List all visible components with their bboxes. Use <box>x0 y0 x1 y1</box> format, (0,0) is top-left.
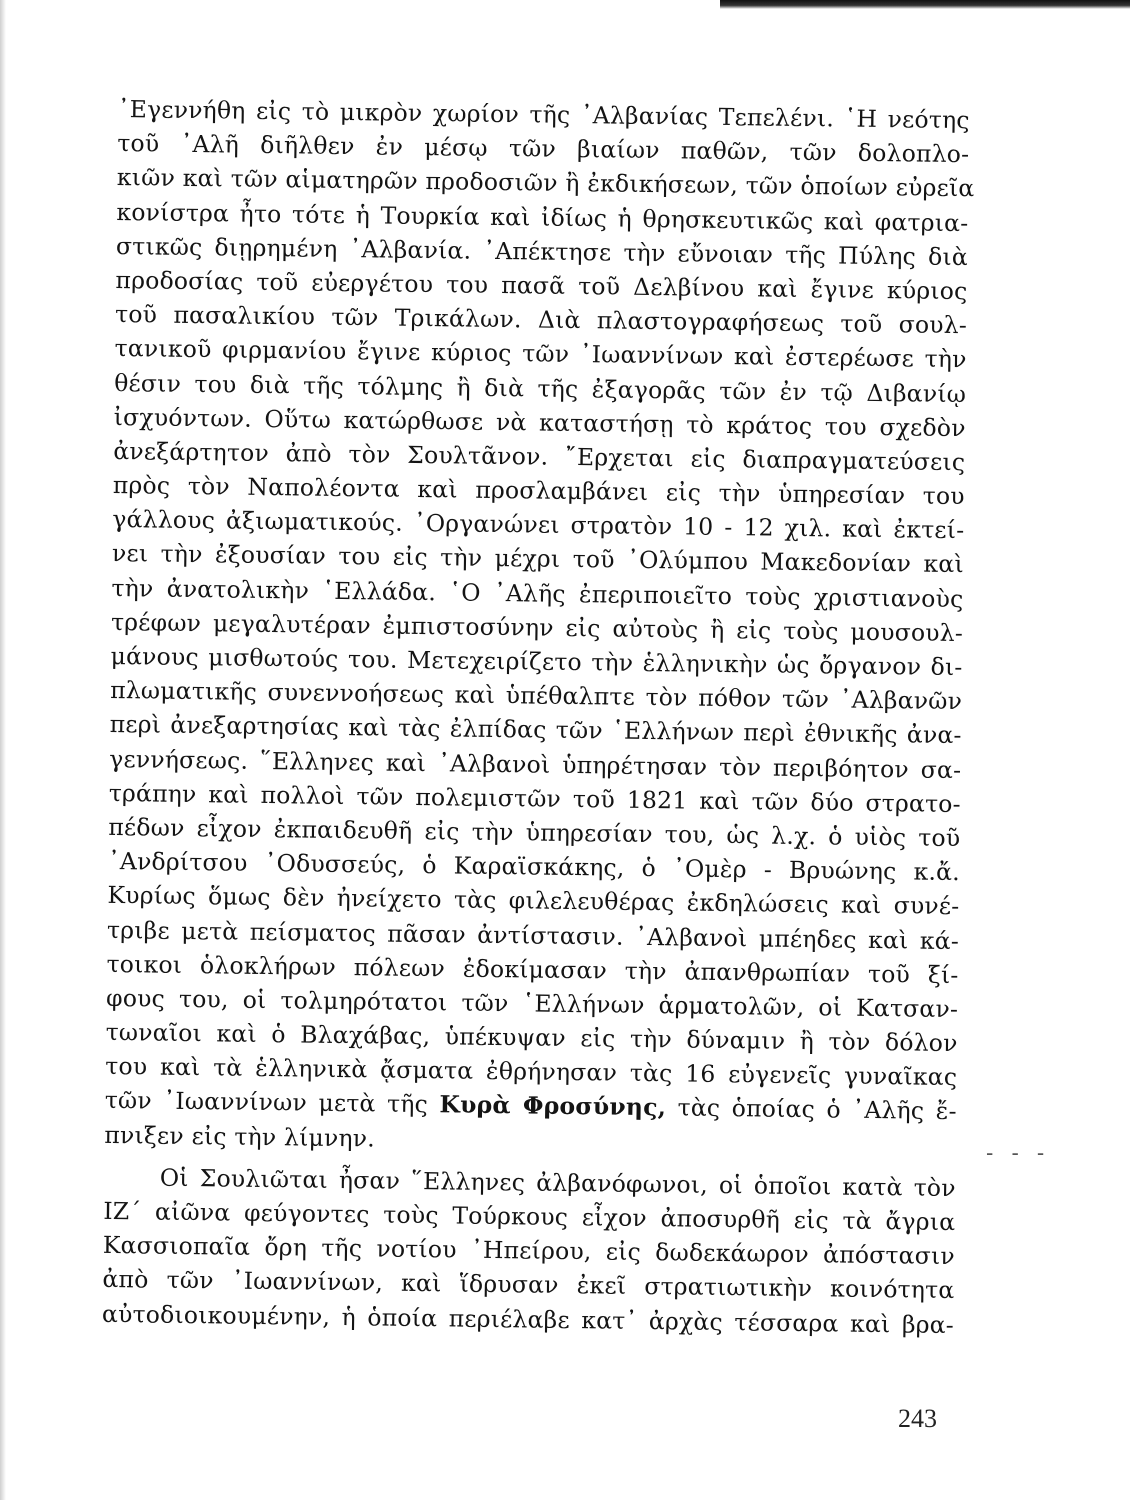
scan-left-edge <box>0 0 6 1500</box>
text-line: πλωματικῆς συνεννοήσεως καὶ ὑπέθαλπτε τὸν πόθον τῶν ᾿Αλβανῶν <box>109 676 963 716</box>
text-line: τοῦ πασαλικίου τῶν Τρικάλων. Διὰ πλαστογραφήσεως τοῦ σουλ- <box>114 300 968 340</box>
page-number: 243 <box>898 1404 937 1433</box>
text-line: Κυρίως ὅμως δὲν ἠνείχετο τὰς φιλελευθέρας ἐκδηλώσεις καὶ συνέ- <box>107 881 960 921</box>
text-line: ΙΖ΄ αἰῶνα φεύγοντες τοὺς Τούρκους εἶχον ἀποσυρθῆ εἰς τὰ ἄγρια <box>103 1196 956 1237</box>
text-line: γεννήσεως. ῞Ελληνες καὶ ᾿Αλβανοὶ ὑπηρέτησαν τὸν περιβόητον σα- <box>109 744 962 784</box>
margin-dash-mark: - - - <box>986 1140 1051 1165</box>
text-line: περὶ ἀνεξαρτησίας καὶ τὰς ἐλπίδας τῶν ῾Ελλήνων περὶ ἐθνικῆς ἀνα- <box>109 710 962 750</box>
text-line: θέσιν του διὰ τῆς τόλμης ἢ διὰ τῆς ἐξαγορᾶς τῶν ἐν τῷ Διβανίῳ <box>114 368 967 408</box>
text-line: αὐτοδιοικουμένην, ἡ ὁποία περιέλαβε κατ᾿ ἀρχὰς τέσσαρα καὶ βρα- <box>101 1299 955 1339</box>
text-line: Οἱ Σουλιῶται ἦσαν ῞Ελληνες ἀλβανόφωνοι, οἱ ὁποῖοι κατὰ τὸν <box>159 1163 956 1202</box>
text-line: ᾿Εγεννήθη εἰς τὸ μικρὸν χωρίον τῆς ᾿Αλβανίας Τεπελένι. ῾Η νεότης <box>117 94 970 135</box>
text-line: ᾿Ανδρίτσου ᾿Οδυσσεύς, ὁ Καραϊσκάκης, ὁ ᾿Ομὲρ - Βρυώνης κ.ἄ. <box>107 847 961 887</box>
text-line: τὴν ἀνατολικὴν ῾Ελλάδα. ῾Ο ᾿Αλῆς ἐπεριποιεῖτο τοὺς χριστιανοὺς <box>111 573 964 613</box>
text-line: στικῶς διῃρημένη ᾿Αλβανία. ᾿Απέκτησε τὴν εὔνοιαν τῆς Πύλης διὰ <box>115 231 969 271</box>
text-line: προδοσίας τοῦ εὐεργέτου του πασᾶ τοῦ Δελβίνου καὶ ἔγινε κύριος <box>115 265 968 306</box>
text-line: γάλλους ἀξιωματικούς. ᾿Οργανώνει στρατὸν 10 - 12 χιλ. καὶ ἐκτεί- <box>112 505 965 545</box>
text-line: τοῦ ᾿Αλῆ διῆλθεν ἐν μέσῳ τῶν βιαίων παθῶν, τῶν δολοπλο- <box>117 129 970 169</box>
scan-top-shadow <box>720 0 1130 9</box>
text-line: τριβε μετὰ πείσματος πᾶσαν ἀντίστασιν. ᾿Αλβανοὶ μπέηδες καὶ κά- <box>106 915 960 955</box>
text-line: Κασσιοπαῖα ὄρη τῆς νοτίου ᾿Ηπείρου, εἰς δωδεκάωρον ἀπόστασιν <box>102 1231 956 1271</box>
text-line: φους του, οἱ τολμηρότατοι τῶν ῾Ελλήνων ἁρματολῶν, οἱ Κατσαν- <box>105 983 959 1023</box>
text-line: ἰσχυόντων. Οὕτω κατώρθωσε νὰ καταστήσῃ τὸ κράτος του σχεδὸν <box>113 402 966 442</box>
text-fragment: τὰς ὁποίας ὁ ᾿Αλῆς ἔ- <box>665 1093 957 1126</box>
text-line: ἀνεξάρτητον ἀπὸ τὸν Σουλτᾶνον. ῎Ερχεται εἰς διαπραγματεύσεις <box>113 436 966 476</box>
text-fragment: τῶν ᾿Ιωαννίνων μετὰ τῆς <box>104 1086 440 1119</box>
bold-name-kyra-frosyni: Κυρὰ Φροσύνης, <box>439 1090 667 1122</box>
page-text-block <box>101 92 975 1342</box>
text-line: νει τὴν ἐξουσίαν του εἰς τὴν μέχρι τοῦ ᾿Ολύμπου Μακεδονίαν καὶ <box>111 539 965 579</box>
text-line: κιῶν καὶ τῶν αἱματηρῶν προδοσιῶν ἢ ἐκδικήσεων, τῶν ὁποίων εὐρεῖα <box>116 163 975 203</box>
text-line: τράπην καὶ πολλοὶ τῶν πολεμιστῶν τοῦ 1821 καὶ τῶν δύο στρατο- <box>108 778 961 818</box>
text-line: τωναῖοι καὶ ὁ Βλαχάβας, ὑπέκυψαν εἰς τὴν δύναμιν ἢ τὸν δόλον <box>105 1017 958 1058</box>
text-line: τοικοι ὁλοκλήρων πόλεων ἐδοκίμασαν τὴν ἀπανθρωπίαν τοῦ ξί- <box>106 949 959 989</box>
text-line: μάνους μισθωτούς του. Μετεχειρίζετο τὴν ἑλληνικὴν ὡς ὄργανον δι- <box>110 641 963 682</box>
text-line: πρὸς τὸν Ναπολέοντα καὶ προσλαμβάνει εἰς τὴν ὑπηρεσίαν του <box>112 471 965 511</box>
text-line-paragraph-end: πνιξεν εἰς τὴν λίμνην. <box>104 1120 376 1153</box>
text-line: του καὶ τὰ ἑλληνικὰ ᾄσματα ἐθρήνησαν τὰς 16 εὐγενεῖς γυναῖκας <box>105 1052 958 1092</box>
text-line: τρέφων μεγαλυτέραν ἐμπιστοσύνην εἰς αὐτοὺς ἢ εἰς τοὺς μουσουλ- <box>110 607 964 647</box>
text-line: κονίστρα ἦτο τότε ἡ Τουρκία καὶ ἰδίως ἡ θρησκευτικῶς καὶ φατρια- <box>116 197 969 237</box>
text-line: ἀπὸ τῶν ᾿Ιωαννίνων, καὶ ἵδρυσαν ἐκεῖ στρατιωτικὴν κοινότητα <box>102 1265 955 1305</box>
text-line: τανικοῦ φιρμανίου ἔγινε κύριος τῶν ᾿Ιωαννίνων καὶ ἐστερέωσε τὴν <box>114 334 967 374</box>
text-line: πέδων εἶχον ἐκπαιδευθῆ εἰς τὴν ὑπηρεσίαν του, ὡς λ.χ. ὁ υἱὸς τοῦ <box>108 812 961 853</box>
